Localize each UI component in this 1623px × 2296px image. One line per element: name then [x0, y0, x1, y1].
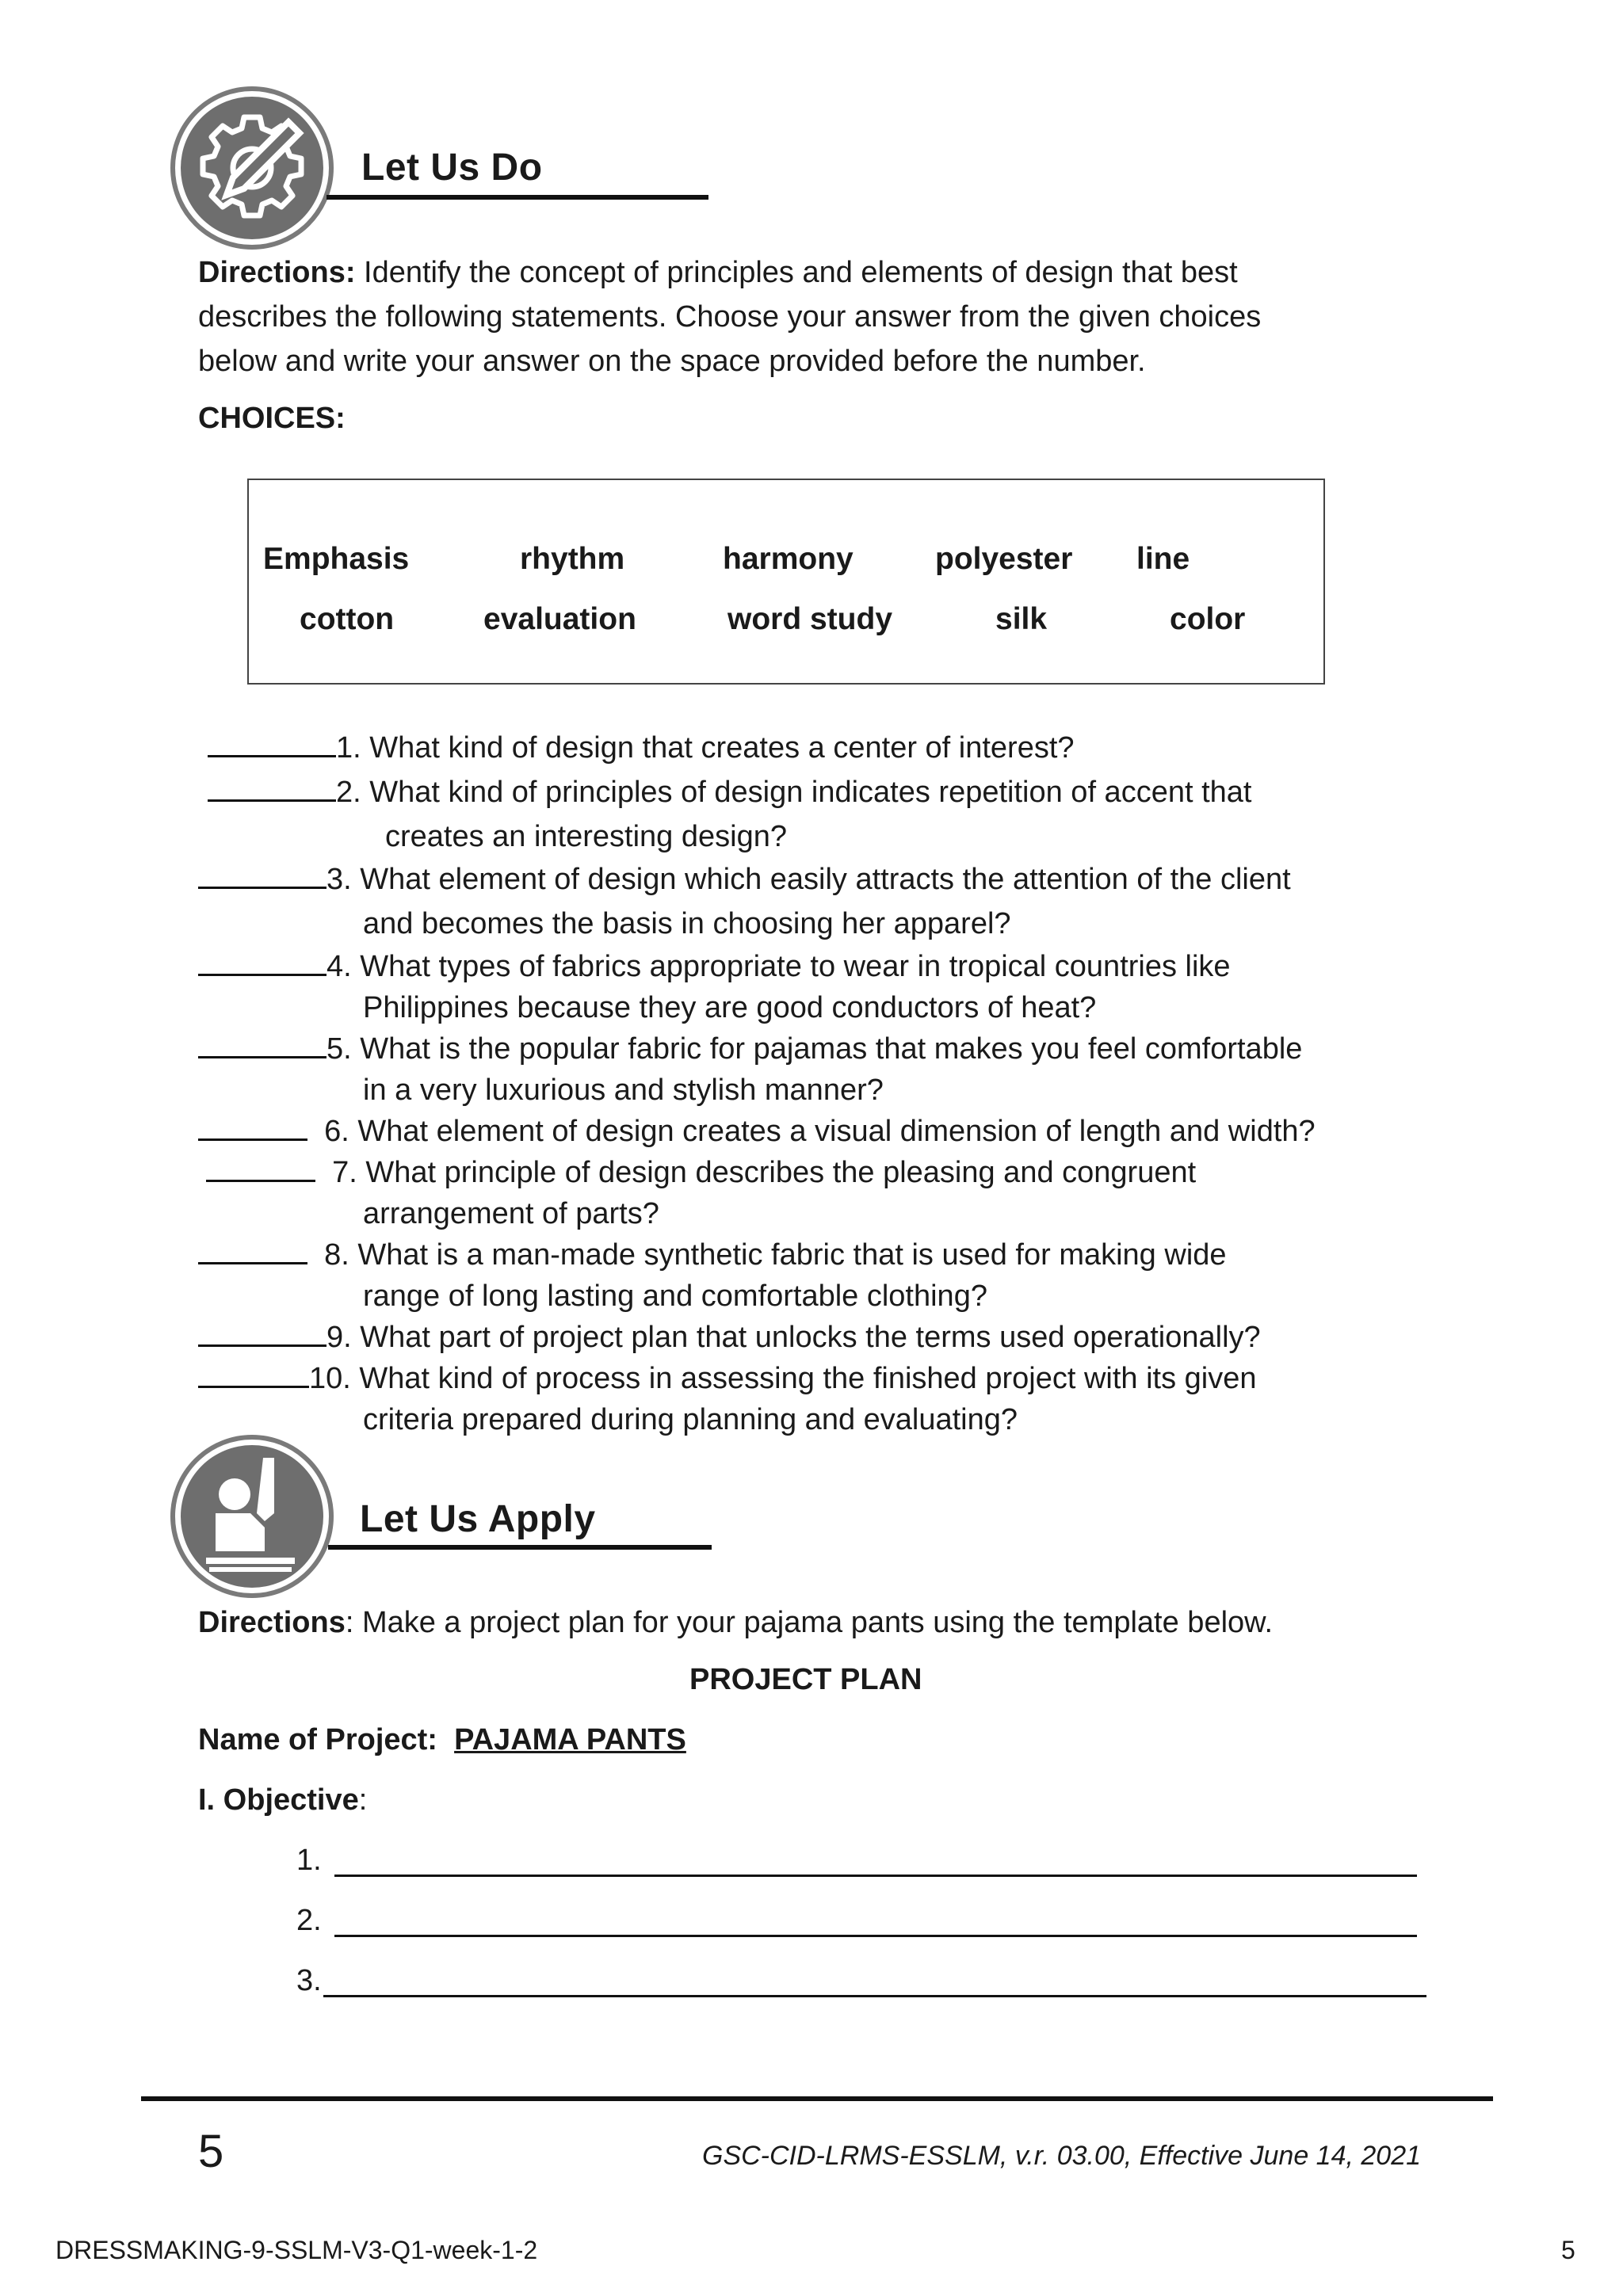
- apply-directions-text: : Make a project plan for your pajama pants using the template below.: [345, 1606, 1274, 1639]
- question-10-cont: criteria prepared during planning and evaluating?: [363, 1403, 1018, 1436]
- let-us-apply-directions: [198, 1600, 1273, 1645]
- project-plan-heading: PROJECT PLAN: [689, 1663, 922, 1696]
- choice-word: Emphasis: [263, 542, 410, 576]
- question-9: 9. What part of project plan that unlocks the terms used operationally?: [198, 1317, 1261, 1358]
- apply-directions-label: Directions: [198, 1606, 346, 1639]
- answer-blank[interactable]: [198, 1321, 327, 1347]
- question-3-cont: and becomes the basis in choosing her apparel?: [363, 907, 1011, 940]
- answer-blank[interactable]: [198, 1362, 309, 1388]
- directions-line-2: describes the following statements. Choose your answer from the given choices: [198, 300, 1262, 334]
- question-8: 8. What is a man-made synthetic fabric that is used for making wide: [198, 1234, 1227, 1276]
- let-us-apply-rule: [328, 1545, 712, 1550]
- objective-row: I. Objective:: [198, 1783, 368, 1817]
- footer-rule: [141, 2096, 1493, 2101]
- answer-blank[interactable]: [198, 1032, 327, 1058]
- let-us-do-directions: [198, 250, 1466, 383]
- answer-blank[interactable]: [198, 1238, 307, 1264]
- answer-blank[interactable]: [198, 950, 327, 976]
- choice-word: evaluation: [483, 602, 636, 636]
- answer-blank[interactable]: [208, 731, 336, 757]
- question-10: 10. What kind of process in assessing the finished project with its given: [198, 1358, 1257, 1399]
- footer-page-number-right: 5: [1561, 2236, 1575, 2264]
- choice-word: color: [1170, 602, 1246, 636]
- choice-word: word study: [727, 602, 893, 636]
- question-4-cont: Philippines because they are good conductors of heat?: [363, 991, 1097, 1024]
- choice-word: line: [1136, 542, 1190, 576]
- objective-item-2: 2.: [296, 1904, 322, 1937]
- let-us-do-title: Let Us Do: [361, 147, 543, 189]
- question-7-cont: arrangement of parts?: [363, 1197, 659, 1230]
- question-5: 5. What is the popular fabric for pajamas that makes you feel comfortable: [198, 1028, 1302, 1070]
- question-1: 1. What kind of design that creates a center of interest?: [208, 727, 1075, 769]
- choice-word: rhythm: [520, 542, 625, 576]
- choice-word: harmony: [723, 542, 854, 576]
- question-7: 7. What principle of design describes the pleasing and congruent: [206, 1152, 1196, 1193]
- let-us-do-rule: [327, 195, 708, 200]
- objective-3-line[interactable]: [323, 1995, 1426, 1997]
- raised-hand-student-icon: [170, 1434, 334, 1599]
- project-name-row: [198, 1718, 686, 1762]
- directions-line-1: Identify the concept of principles and elements of design that best: [355, 256, 1238, 289]
- question-5-cont: in a very luxurious and stylish manner?: [363, 1074, 884, 1107]
- objective-item-3: 3.: [296, 1964, 322, 1997]
- directions-line-3: below and write your answer on the space provided before the number.: [198, 345, 1146, 378]
- objective-2-line[interactable]: [334, 1935, 1417, 1937]
- question-6: 6. What element of design creates a visual dimension of length and width?: [198, 1111, 1316, 1152]
- footer-page-number: 5: [198, 2126, 224, 2177]
- choice-word: polyester: [935, 542, 1073, 576]
- footer-doc-name: DRESSMAKING-9-SSLM-V3-Q1-week-1-2: [55, 2236, 538, 2264]
- question-2: 2. What kind of principles of design indicates repetition of accent that: [208, 772, 1251, 813]
- let-us-apply-title: Let Us Apply: [360, 1498, 596, 1540]
- choice-word: cotton: [300, 602, 395, 636]
- question-4: 4. What types of fabrics appropriate to wear in tropical countries like: [198, 946, 1231, 987]
- question-8-cont: range of long lasting and comfortable clothing?: [363, 1280, 987, 1313]
- answer-blank[interactable]: [198, 1115, 307, 1141]
- answer-blank[interactable]: [206, 1156, 315, 1182]
- footer-code: GSC-CID-LRMS-ESSLM, v.r. 03.00, Effective June 14, 2021: [702, 2141, 1422, 2171]
- answer-blank[interactable]: [198, 863, 327, 889]
- objective-label: I. Objective: [198, 1783, 359, 1817]
- project-name-value: PAJAMA PANTS: [454, 1723, 686, 1756]
- choice-word: silk: [995, 602, 1048, 636]
- question-2-cont: creates an interesting design?: [385, 820, 787, 853]
- choices-label: CHOICES:: [198, 402, 346, 435]
- question-3: 3. What element of design which easily attracts the attention of the client: [198, 859, 1291, 900]
- answer-blank[interactable]: [208, 776, 336, 802]
- directions-label: Directions:: [198, 256, 356, 289]
- objective-1-line[interactable]: [334, 1875, 1417, 1877]
- gear-pencil-icon: [170, 86, 334, 250]
- project-name-label: Name of Project:: [198, 1723, 437, 1756]
- objective-item-1: 1.: [296, 1844, 322, 1877]
- choices-box: [247, 479, 1325, 685]
